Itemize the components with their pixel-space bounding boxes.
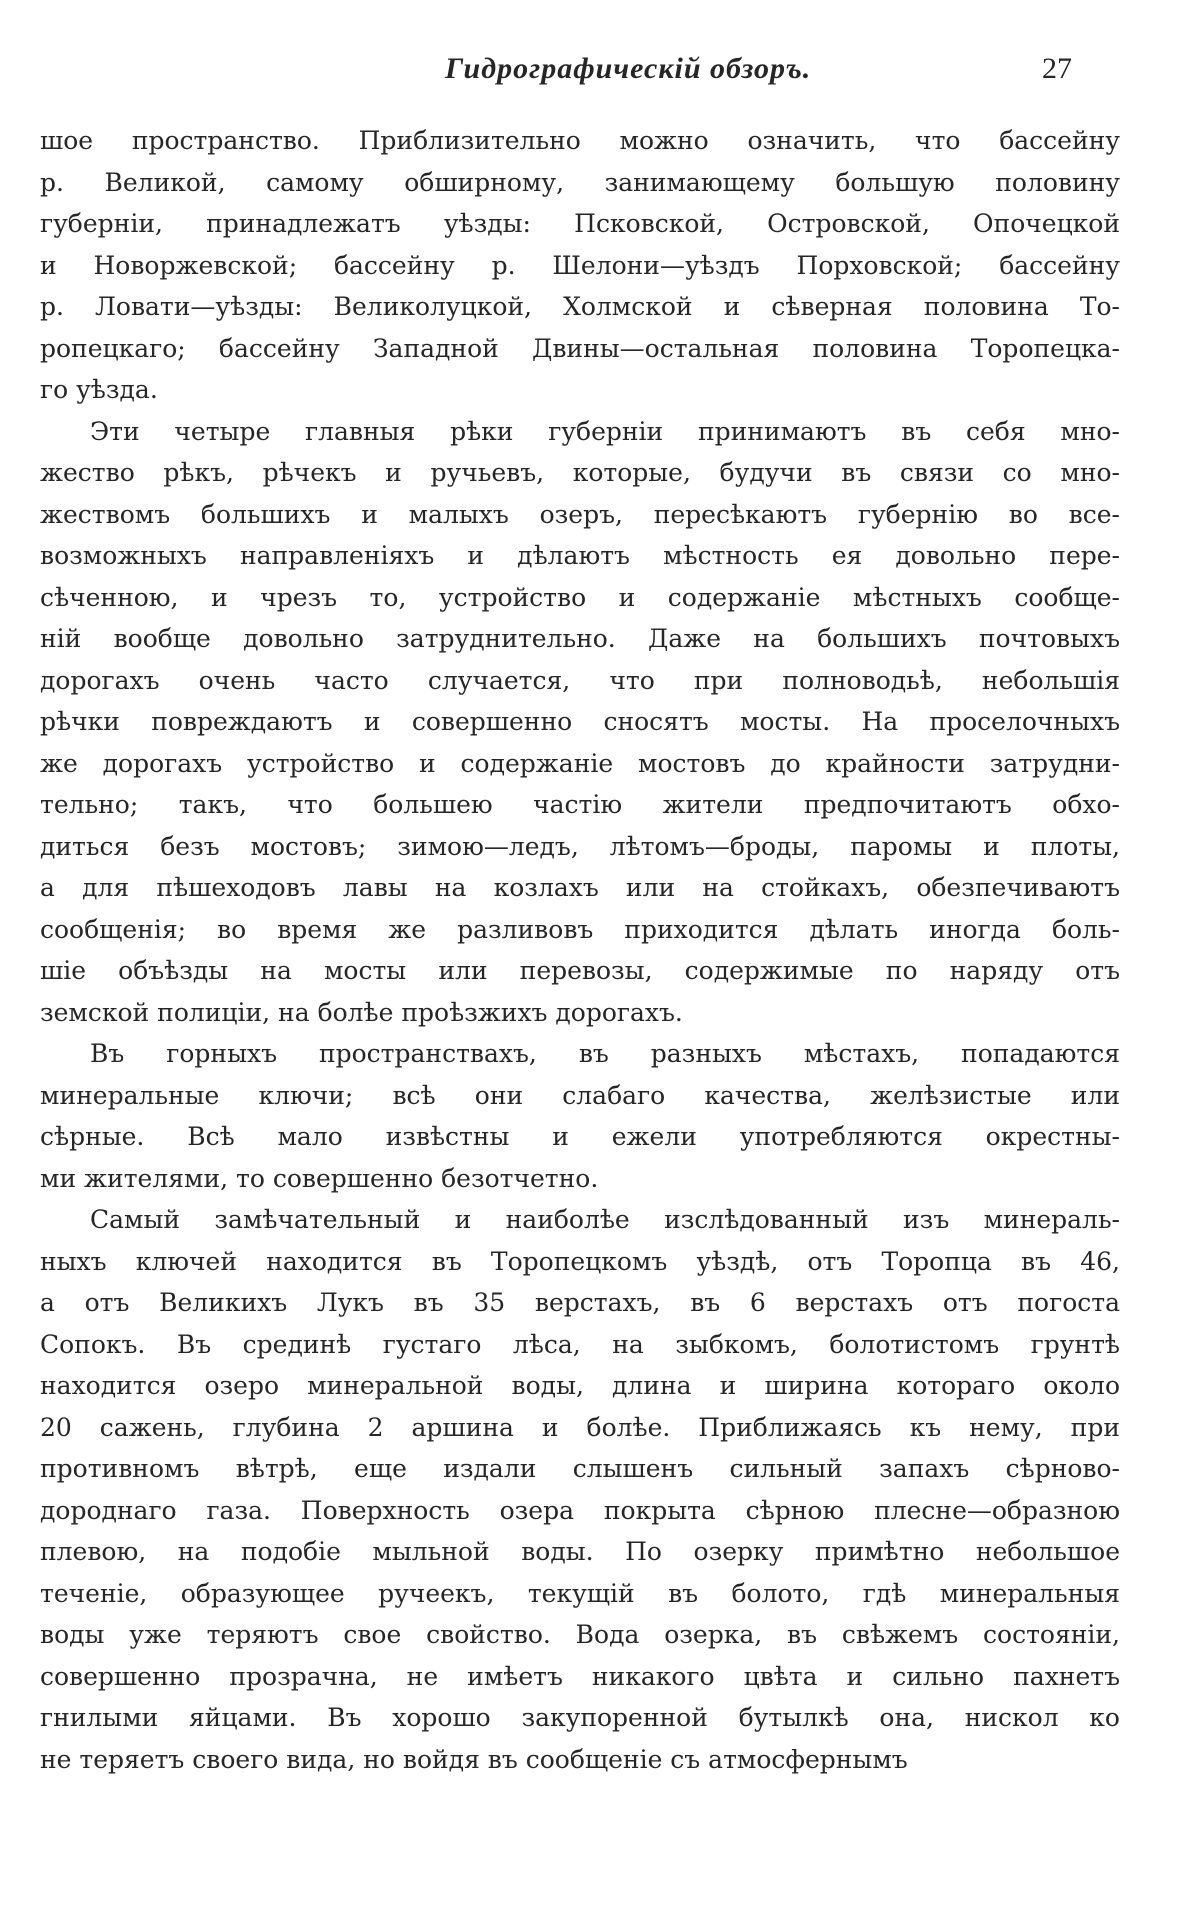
text-line: земской полиціи, на болѣе проѣзжихъ дорогахъ. (40, 997, 683, 1027)
running-header (40, 52, 1080, 96)
body-text (40, 120, 1120, 1780)
paragraph (40, 120, 1120, 411)
text-line: а для пѣшеходовъ лавы на козлахъ или на стойкахъ, обезпечиваютъ (40, 873, 1120, 902)
text-line: ній вообще довольно затруднительно. Даже на большихъ почтовыхъ (40, 624, 1120, 653)
text-line: ропецкаго; бассейну Западной Двины—остальная половина Торопецка- (40, 333, 1120, 363)
text-line: дорогахъ очень часто случается, что при полноводьѣ, небольшія (40, 665, 1120, 695)
text-line: рѣчки повреждаютъ и совершенно сносятъ мосты. На проселочныхъ (40, 707, 1120, 736)
text-line: жество рѣкъ, рѣчекъ и ручьевъ, которые, будучи въ связи со мно- (40, 458, 1120, 487)
text-line: теченіе, образующее ручеекъ, текущій въ болото, гдѣ минеральныя (40, 1578, 1120, 1608)
text-line: жествомъ большихъ и малыхъ озеръ, пересѣкаютъ губернію во все- (40, 499, 1120, 529)
paragraph (40, 411, 1120, 1034)
text-line: губерніи, принадлежатъ уѣзды: Псковской, Островской, Опочецкой (40, 209, 1120, 238)
text-line: тельно; такъ, что большею частію жители предпочитаютъ обхо- (40, 790, 1120, 819)
text-line: шіе объѣзды на мосты или перевозы, содержимые по наряду отъ (40, 956, 1120, 985)
text-line: же дорогахъ устройство и содержаніе мостовъ до крайности затрудни- (40, 748, 1120, 778)
text-line: ныхъ ключей находится въ Торопецкомъ уѣздѣ, отъ Торопца въ 46, (40, 1246, 1120, 1276)
paragraph (40, 1199, 1120, 1780)
text-line: диться безъ мостовъ; зимою—ледъ, лѣтомъ—броды, паромы и плоты, (40, 831, 1120, 861)
text-line: сѣченною, и чрезъ то, устройство и содержаніе мѣстныхъ сообще- (40, 582, 1120, 612)
text-line: минеральные ключи; всѣ они слабаго качества, желѣзистые или (40, 1080, 1120, 1110)
text-line: совершенно прозрачна, не имѣетъ никакого цвѣта и сильно пахнетъ (40, 1661, 1120, 1691)
text-line: го уѣзда. (40, 375, 158, 404)
text-line: р. Великой, самому обширному, занимающему большую половину (40, 167, 1120, 197)
text-line: Въ горныхъ пространствахъ, въ разныхъ мѣстахъ, попадаются (90, 1039, 1120, 1068)
text-line: сообщенія; во время же разливовъ приходится дѣлать иногда боль- (40, 914, 1120, 944)
text-line: Самый замѣчательный и наиболѣе изслѣдованный изъ минераль- (90, 1205, 1120, 1234)
text-line: находится озеро минеральной воды, длина и ширина котораго около (40, 1371, 1120, 1400)
running-title: Гидрографическій обзоръ. (445, 52, 812, 85)
text-line: плевою, на подобіе мыльной воды. По озерку примѣтно небольшое (40, 1537, 1120, 1566)
text-line: а отъ Великихъ Лукъ въ 35 верстахъ, въ 6 верстахъ отъ погоста (40, 1288, 1120, 1317)
text-line: шое пространство. Приблизительно можно означить, что бассейну (40, 126, 1120, 155)
text-line: сѣрные. Всѣ мало извѣстны и ежели употребляются окрестны- (40, 1122, 1120, 1151)
text-line: воды уже теряютъ свое свойство. Вода озерка, въ свѣжемъ состояніи, (40, 1620, 1120, 1649)
text-line: и Новоржевской; бассейну р. Шелони—уѣздъ Порховской; бассейну (40, 250, 1120, 280)
text-line: гнилыми яйцами. Въ хорошо закупоренной бутылкѣ она, нискол ко (40, 1703, 1120, 1732)
text-line: р. Ловати—уѣзды: Великолуцкой, Холмской и сѣверная половина То- (40, 292, 1120, 321)
paragraph (40, 1033, 1120, 1199)
text-line: 20 сажень, глубина 2 аршина и болѣе. Приближаясь къ нему, при (40, 1412, 1120, 1442)
text-line: возможныхъ направленіяхъ и дѣлаютъ мѣстность ея довольно пере- (40, 541, 1120, 570)
text-line: Эти четыре главныя рѣки губерніи принимаютъ въ себя мно- (90, 416, 1120, 446)
text-line: ми жителями, то совершенно безотчетно. (40, 1163, 599, 1193)
page-number: 27 (1042, 52, 1072, 85)
text-line: противномъ вѣтрѣ, еще издали слышенъ сильный запахъ сѣрново- (40, 1454, 1120, 1483)
text-line: дороднаго газа. Поверхность озера покрыта сѣрною плесне—образною (40, 1495, 1120, 1525)
text-line: не теряетъ своего вида, но войдя въ сообщеніе съ атмосфернымъ (40, 1744, 908, 1774)
text-line: Сопокъ. Въ срединѣ густаго лѣса, на зыбкомъ, болотистомъ грунтѣ (40, 1329, 1120, 1359)
